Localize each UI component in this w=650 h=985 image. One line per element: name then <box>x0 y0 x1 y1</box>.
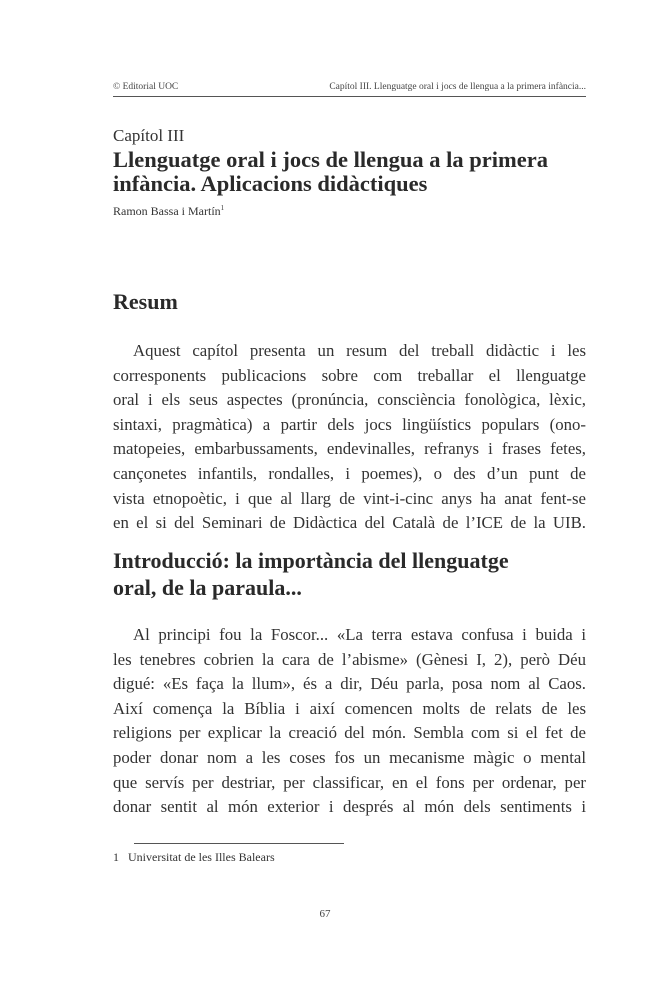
summary-heading-text: Resum <box>113 289 178 314</box>
chapter-title-line: infància. Aplicacions didàctiques <box>113 171 428 196</box>
paragraph-line: religions per explicar la creació del món. Sembla com si el fet de <box>113 723 586 743</box>
paragraph-line: cançonetes infantils, rondalles, i poemes), o des d’un punt de <box>113 463 586 483</box>
publisher-label: © Editorial UOC <box>113 82 179 92</box>
footnote <box>113 850 275 865</box>
chapter-label: Capítol III <box>113 126 185 145</box>
running-header <box>113 82 586 97</box>
paragraph-line: corresponents publicacions sobre com treballar el llenguatge <box>113 365 586 385</box>
page-number: 67 <box>319 908 331 920</box>
paragraph-line: Al principi fou la Foscor... «La terra estava confusa i buida i <box>133 625 586 644</box>
chapter-title <box>113 148 593 196</box>
introduction-paragraph <box>113 623 586 820</box>
paragraph-line: sintaxi, pragmàtica) a partir dels jocs lingüístics populars (ono- <box>113 414 586 434</box>
paragraph-line: poder donar nom a les coses fos un mecanisme màgic o mental <box>113 747 586 767</box>
paragraph-line: digué: «Es faça la llum», és a dir, Déu parla, posa nom al Caos. <box>113 674 586 694</box>
paragraph-line: en el si del Seminari de Didàctica del Català de l’ICE de la UIB. <box>113 513 586 533</box>
footnote-text: Universitat de les Illes Balears <box>128 850 275 864</box>
paragraph-line: donar sentit al món exterior i després al món dels sentiments i <box>113 797 586 817</box>
footnote-marker: 1 <box>220 204 225 212</box>
paragraph-line: Aquest capítol presenta un resum del treball didàctic i les <box>133 341 586 360</box>
paragraph-line: matopeies, embarbussaments, endevinalles, refranys i frases fetes, <box>113 439 586 459</box>
paragraph-line: oral i els seus aspectes (pronúncia, consciència fonològica, lèxic, <box>113 390 586 410</box>
summary-heading <box>113 288 178 315</box>
paragraph-line: vista etnopoètic, i que al llarg de vint-i-cinc anys ha anat fent-se <box>113 488 586 508</box>
paragraph-line: Així comença la Bíblia i així comencen molts de relats de les <box>113 698 586 718</box>
paragraph-line: que servís per destriar, per classificar, en el fons per ordenar, per <box>113 772 586 792</box>
introduction-heading-line: oral, de la paraula... <box>113 575 302 600</box>
chapter-title-line: Llenguatge oral i jocs de llengua a la primera <box>113 147 548 172</box>
author-line <box>113 204 224 219</box>
running-title: Capítol III. Llenguatge oral i jocs de llengua a la primera infància... <box>329 82 586 92</box>
footnote-number: 1 <box>113 850 119 864</box>
summary-paragraph <box>113 339 586 536</box>
paragraph-line: les tenebres cobrien la cara de l’abisme» (Gènesi I, 2), però Déu <box>113 649 586 669</box>
author-name: Ramon Bassa i Martín <box>113 204 221 218</box>
footnote-divider <box>134 843 344 844</box>
introduction-heading-line: Introducció: la importància del llenguatge <box>113 548 509 573</box>
introduction-heading <box>113 547 509 601</box>
